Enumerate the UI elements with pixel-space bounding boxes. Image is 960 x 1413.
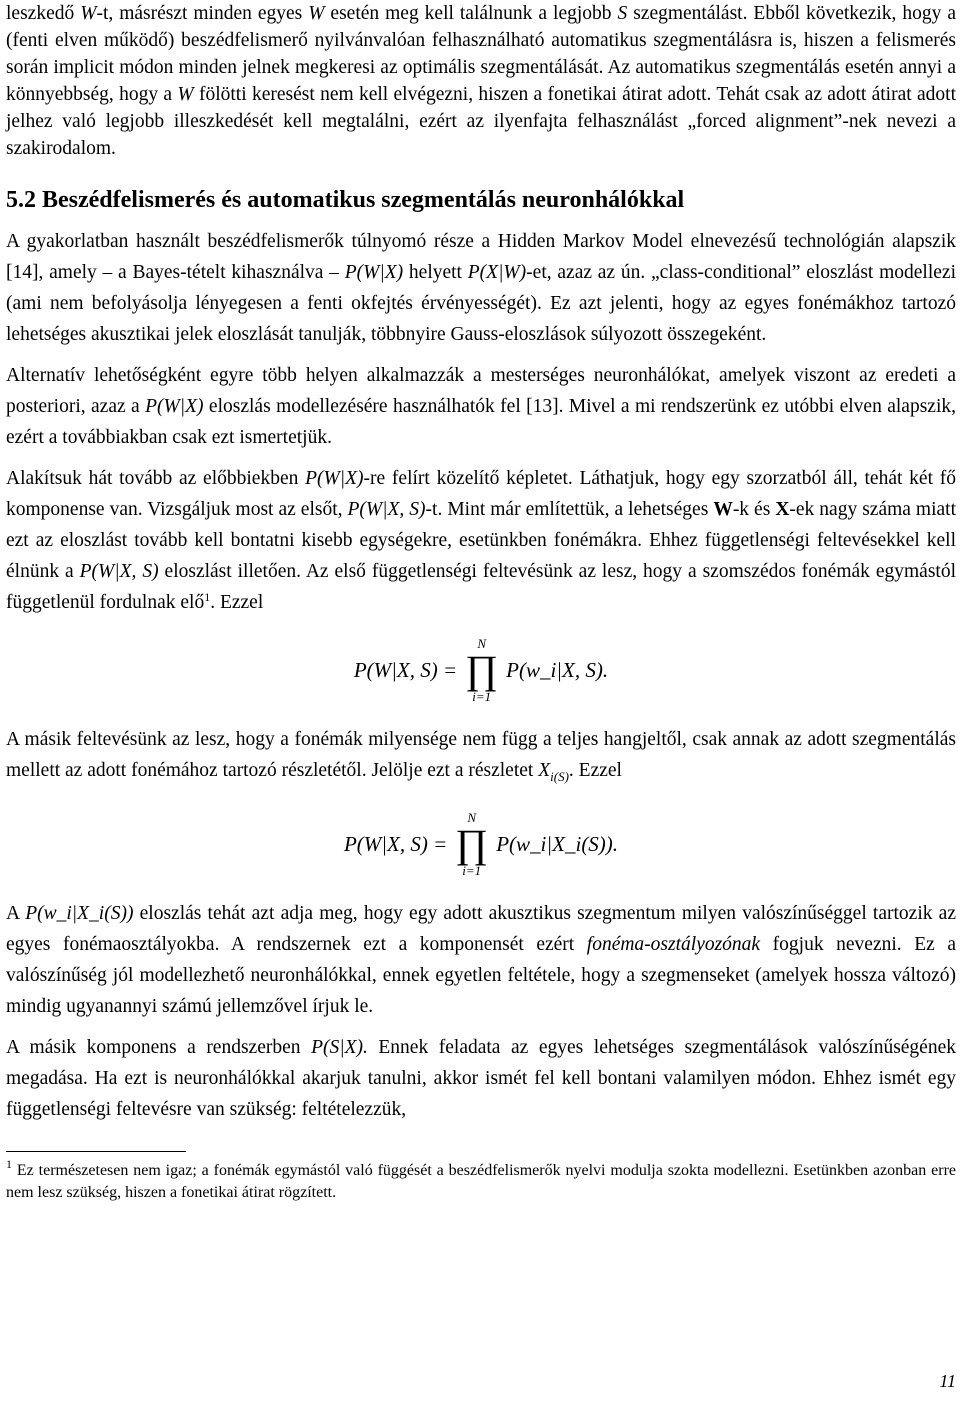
equation-rhs: P(w_i|X, S). bbox=[506, 657, 609, 682]
text-run: -re felírt közelítő képletet. Láthatjuk, hogy egy szorzatból áll, tehát két fő komponense van. Vizsgáljuk most az elsőt, bbox=[6, 468, 956, 520]
text-run: A másik feltevésünk az lesz, hogy a fonémák milyensége nem függ a teljes hangjeltől, csak annak az adott szegmentálás mellett az adott fonémához tartozó részletétől. Jelölje ezt a részletet bbox=[6, 729, 956, 781]
inline-formula: P(W|X, S) bbox=[79, 561, 159, 582]
product-symbol: ∏ bbox=[455, 821, 489, 866]
text-run: eloszlást illetően. Az első függetlenségi feltevésünk az lesz, hogy a szomszédos fonémák egymástól függetlenül fordulnak elő bbox=[6, 561, 956, 613]
text-run: -et, azaz az ún. „class-conditional” eloszlást modellezi (ami nem befolyásolja lényegesen a fenti okfejtés érvényességét). Ez azt jelenti, hogy az egyes fonémákhoz tartozó lehetséges akusztikai jelek eloszlását tanulják, többnyire Gauss-eloszlások súlyozott összegeként. bbox=[6, 262, 956, 345]
text-run: -ek nagy száma miatt ezt az eloszlást tovább kell bontatni kisebb egységekre, esetünkben fonémákra. Ehhez függetlenségi feltevésekkel kell élnünk a bbox=[6, 499, 957, 582]
text-run: A gyakorlatban használt beszédfelismerők túlnyomó része a Hidden Markov Model elnevezésű technológián alapszik [14], amely – a Bayes-tételt kihasználva – bbox=[6, 231, 956, 283]
text-run: -t, másrészt minden egyes bbox=[96, 3, 309, 24]
product-upper-limit: N bbox=[477, 636, 486, 651]
product-symbol: ∏ bbox=[465, 647, 499, 692]
paragraph-decomposition bbox=[6, 463, 956, 618]
text-run: A másik komponens a rendszerben bbox=[6, 1037, 312, 1058]
emphasized-term: fonéma-osztályozónak bbox=[586, 934, 761, 955]
text-run: Alakítsuk hát tovább az előbbiekben bbox=[6, 468, 306, 489]
text-run: fogjuk nevezni. Ez a valószínűség jól modellezhető neuronhálókkal, ennek egyetlen feltétele, hogy a szegmenseket (amelyek hossza változó) mindig ugyanannyi számú jellemzővel írjuk le. bbox=[6, 934, 956, 1017]
equation-rhs: P(w_i|X_i(S)). bbox=[496, 831, 619, 856]
footnote bbox=[6, 1157, 956, 1204]
text-run: . Ezzel bbox=[210, 592, 264, 613]
inline-formula: P(W|X) bbox=[145, 396, 204, 417]
text-run: szegmentálást. Ebből következik, hogy a (fenti elven működő) beszédfelismerő nyilvánvalóan felhasználható automatikus szegmentálásra is, hiszen a felismerés során implicit módon minden jelnek megkeresi az optimális szegmentálását. Az automatikus szegmentálás esetén annyi a könnyebbség, hogy a bbox=[6, 3, 956, 105]
math-symbol: W bbox=[308, 3, 325, 24]
text-run: A bbox=[6, 903, 26, 924]
text-run: Alternatív lehetőségként egyre több helyen alkalmazzák a mesterséges neuronhálókat, amelyek viszont az eredeti a posteriori, azaz a bbox=[6, 365, 956, 417]
equation-2 bbox=[6, 804, 956, 884]
text-run: fölötti keresést nem kell elvégezni, hiszen a fonetikai átirat adott. Tehát csak az adott átirat adott jelhez való legjobb illeszkedését kell megtalálni, ezért az ilyenfajta felhasználást „forced alignment”-nek nevezi a szakirodalom. bbox=[6, 84, 956, 159]
text-run: Ennek feladata az egyes lehetséges szegmentálások valószínűségének megadása. Ha ezt is neuronhálókkal akarjuk tanulni, akkor ismét fel kell bontani valamilyen módon. Ehhez ismét egy függetlenségi feltevésre van szükség: feltételezzük, bbox=[6, 1037, 956, 1120]
product-operator bbox=[455, 811, 488, 877]
paragraph-second-assumption bbox=[6, 724, 956, 792]
inline-formula: P(X|W) bbox=[467, 262, 527, 283]
paragraph-segmentation-component bbox=[6, 1032, 956, 1125]
inline-formula: P(W|X, S) bbox=[347, 499, 426, 520]
paragraph-neural-nets bbox=[6, 360, 956, 453]
math-symbol: S bbox=[617, 3, 628, 24]
inline-formula: P(W|X) bbox=[305, 468, 364, 489]
product-lower-limit: i=1 bbox=[472, 689, 492, 704]
text-run: helyett bbox=[403, 262, 468, 283]
math-subscript: i(S) bbox=[550, 769, 569, 784]
math-symbol: W bbox=[80, 3, 97, 24]
section-heading: 5.2 Beszédfelismerés és automatikus szegmentálás neuronhálókkal bbox=[6, 187, 685, 213]
text-run: -t. Mint már említettük, a lehetséges bbox=[425, 499, 714, 520]
math-symbol: W bbox=[177, 84, 194, 105]
inline-formula: P(S|X). bbox=[311, 1037, 368, 1058]
footnote-separator bbox=[6, 1151, 186, 1152]
equation-lhs: P(W|X, S) = bbox=[353, 657, 458, 682]
inline-formula: P(w_i|X_i(S)) bbox=[25, 903, 134, 924]
math-symbol: X bbox=[538, 760, 551, 781]
text-run: eloszlás modellezésére használhatók fel [13]. Mivel a mi rendszerünk ez utóbbi elven alapszik, ezért a továbbiakban csak ezt ismertetjük. bbox=[6, 396, 957, 448]
paragraph-hmm bbox=[6, 226, 956, 350]
text-run: -k és bbox=[732, 499, 776, 520]
page-number: 11 bbox=[939, 1371, 956, 1391]
equation-1 bbox=[6, 630, 956, 710]
text-run: esetén meg kell találnunk a legjobb bbox=[324, 3, 618, 24]
product-upper-limit: N bbox=[467, 810, 477, 825]
equation-lhs: P(W|X, S) = bbox=[343, 831, 448, 856]
bold-symbol: X bbox=[775, 499, 790, 520]
footnote-text: Ez természetesen nem igaz; a fonémák egymástól való függését a beszédfelismerők nyelvi modulja szokta modellezni. Esetünkben azonban erre nem lesz szükség, hiszen a fonetikai átirat rögzített. bbox=[6, 1162, 956, 1201]
text-run: leszkedő bbox=[6, 3, 81, 24]
footnote-reference[interactable]: 1 bbox=[204, 590, 211, 604]
product-lower-limit: i=1 bbox=[462, 863, 482, 878]
bold-symbol: W bbox=[713, 499, 733, 520]
product-operator bbox=[465, 637, 498, 703]
paragraph-phoneme-classifier bbox=[6, 898, 956, 1022]
inline-formula: P(W|X) bbox=[344, 262, 404, 283]
text-run: eloszlás tehát azt adja meg, hogy egy adott akusztikus szegmentum milyen valószínűséggel tartozik az egyes fonémaosztályokba. A rendszernek ezt a komponensét ezért bbox=[6, 903, 956, 955]
paragraph-intro bbox=[6, 0, 956, 162]
footnote-mark: 1 bbox=[6, 1157, 12, 1171]
text-run: . Ezzel bbox=[568, 760, 622, 781]
